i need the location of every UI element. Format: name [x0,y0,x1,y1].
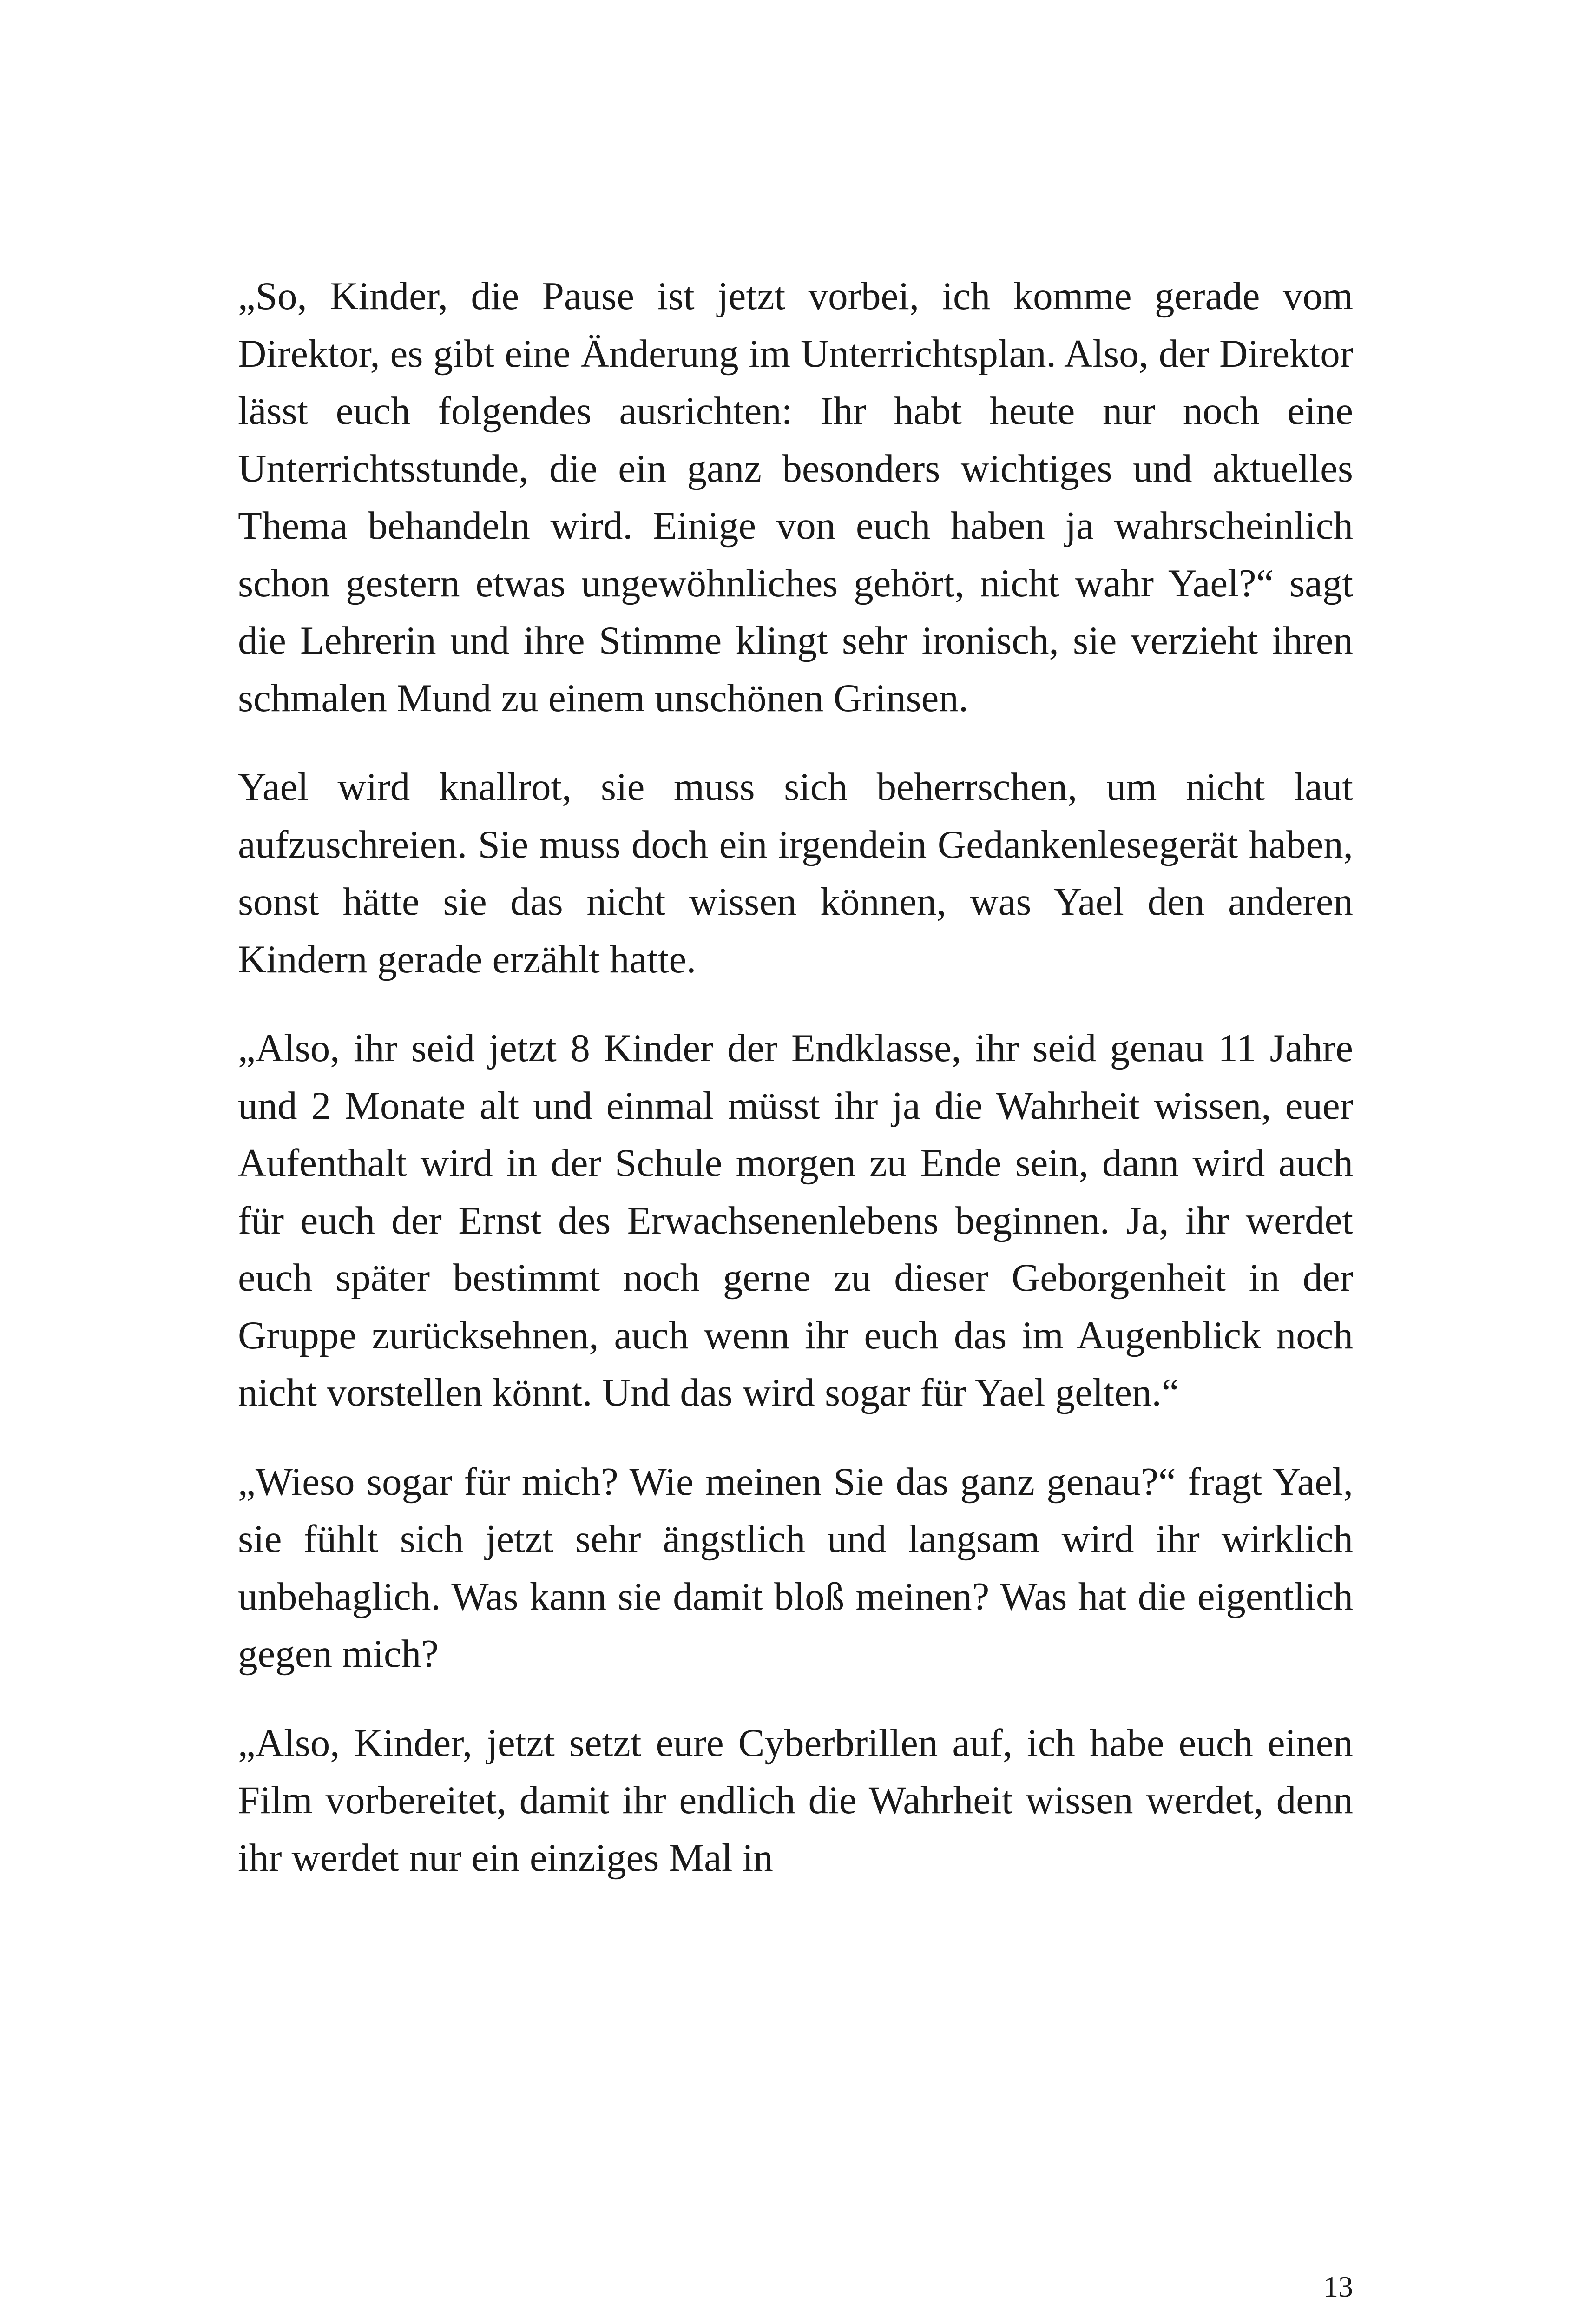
paragraph-5: „Also, Kinder, jetzt setzt eure Cyberbrillen auf, ich habe euch einen Film vorbereitet, damit ihr endlich die Wahrheit wissen werdet, denn ihr werdet nur ein einziges Mal in [238,1721,1353,1880]
paragraph-4: „Wieso sogar für mich? Wie meinen Sie das ganz genau?“ fragt Yael, sie fühlt sich jetzt sehr ängstlich und langsam wird ihr wirklich unbehaglich. Was kann sie damit bloß meinen? Was hat die eigentlich gegen mich? [238,1459,1353,1676]
body-text [238,268,1353,1887]
paragraph-1: „So, Kinder, die Pause ist jetzt vorbei, ich komme gerade vom Direktor, es gibt eine Änderung im Unterrichtsplan. Also, der Direktor lässt euch folgendes ausrichten: Ihr habt heute nur noch eine Unterrichtsstunde, die ein ganz besonders wichtiges und aktuelles Thema behandeln wird. Einige von euch haben ja wahrscheinlich schon gestern etwas ungewöhnliches gehört, nicht wahr Yael?“ sagt die Lehrerin und ihre Stimme klingt sehr ironisch, sie verzieht ihren schmalen Mund zu einem unschönen Grinsen. [238,274,1353,720]
page-number: 13 [1323,2270,1353,2303]
paragraph-3: „Also, ihr seid jetzt 8 Kinder der Endklasse, ihr seid genau 11 Jahre und 2 Monate alt und einmal müsst ihr ja die Wahrheit wissen, euer Aufenthalt wird in der Schule morgen zu Ende sein, dann wird auch für euch der Ernst des Erwachsenenlebens beginnen. Ja, ihr werdet euch später bestimmt noch gerne zu dieser Geborgenheit in der Gruppe zurücksehnen, auch wenn ihr euch das im Augenblick noch nicht vorstellen könnt. Und das wird sogar für Yael gelten.“ [238,1026,1353,1414]
paragraph-2: Yael wird knallrot, sie muss sich beherrschen, um nicht laut aufzuschreien. Sie muss doch ein irgendein Gedankenlesegerät haben, sonst hätte sie das nicht wissen können, was Yael den anderen Kindern gerade erzählt hatte. [238,765,1353,981]
